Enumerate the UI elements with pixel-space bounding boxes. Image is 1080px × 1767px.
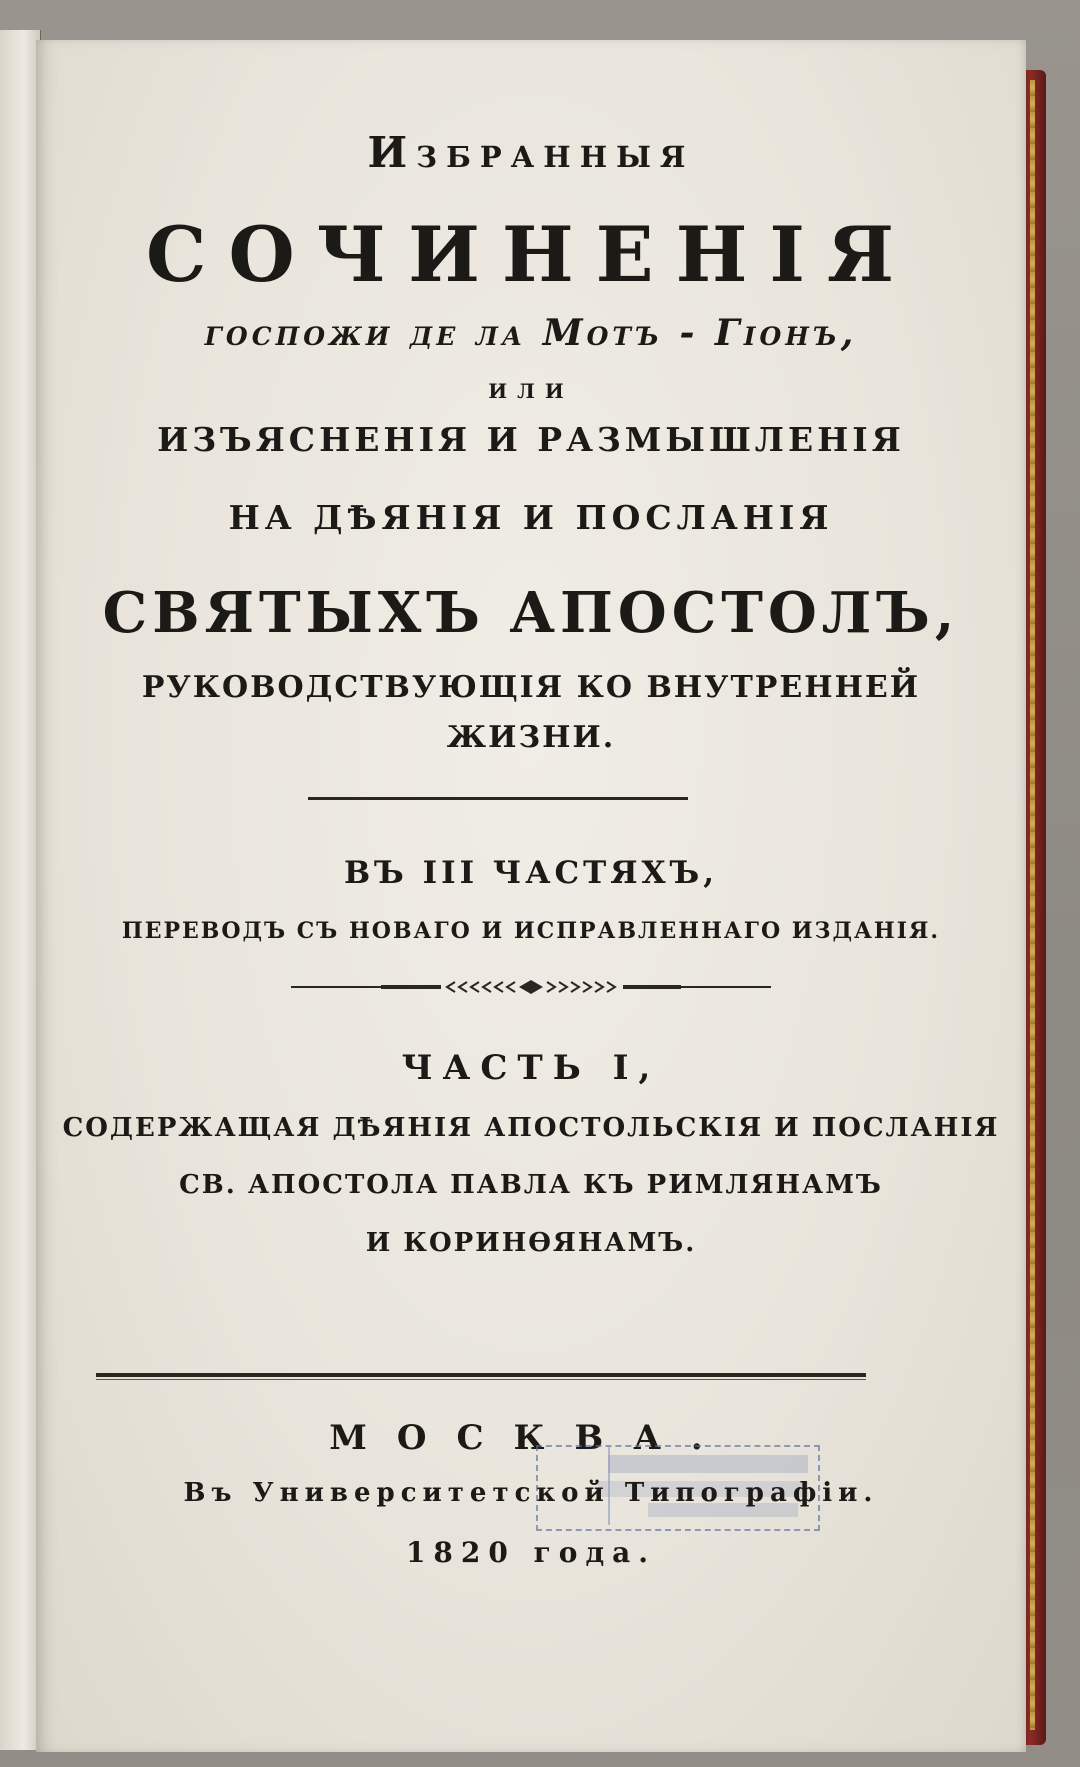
title-line-selected: Избранныя [367, 128, 695, 177]
contents-line-3: И КОРИНѲЯНАМЪ. [365, 1228, 697, 1258]
printer-line: Въ Университетской Типографіи. [183, 1478, 879, 1508]
subtitle-line-2: НА ДѢЯНІЯ И ПОСЛАНІЯ [228, 498, 834, 537]
contents-line-1: СОДЕРЖАЩАЯ ДѢЯНІЯ АПОСТОЛЬСКІЯ И ПОСЛАНІЯ [62, 1113, 1000, 1143]
title-line-works: СОЧИНЕНІЯ [145, 210, 916, 299]
imprint-rule-thin [96, 1379, 866, 1380]
conjunction-line: или [488, 372, 574, 405]
imprint-rule-thick [96, 1373, 866, 1377]
left-page-edge [0, 30, 41, 1750]
year-line: 1820 года. [405, 1536, 657, 1569]
gilt-edge [1030, 80, 1035, 1730]
subtitle-line-5: ЖИЗНИ. [446, 720, 616, 755]
divider-rule [308, 797, 688, 800]
subtitle-line-1: ИЗЪЯСНЕНІЯ И РАЗМЫШЛЕНІЯ [157, 420, 905, 459]
stamp-text-band [608, 1455, 808, 1473]
title-page [36, 40, 1026, 1752]
city-line: МОСКВА. [329, 1418, 733, 1458]
part-number-line: ЧАСТЬ I, [401, 1048, 661, 1088]
pencil-mark [852, 1220, 1002, 1270]
author-line: госпожи де ла Мотъ - Гіонъ, [204, 312, 858, 354]
contents-line-2: СВ. АПОСТОЛА ПАВЛА КЪ РИМЛЯНАМЪ [179, 1170, 883, 1200]
translation-line: ПЕРЕВОДЪ СЪ НОВАГО И ИСПРАВЛЕННАГО ИЗДАНІЯ. [121, 918, 941, 944]
parts-line: ВЪ III ЧАСТЯХЪ, [343, 855, 719, 891]
subtitle-line-4: РУКОВОДСТВУЮЩІЯ КО ВНУТРЕННЕЙ [141, 670, 921, 705]
ornament-divider [291, 977, 771, 997]
subtitle-line-3: СВЯТЫХЪ АПОСТОЛЪ, [102, 580, 960, 646]
